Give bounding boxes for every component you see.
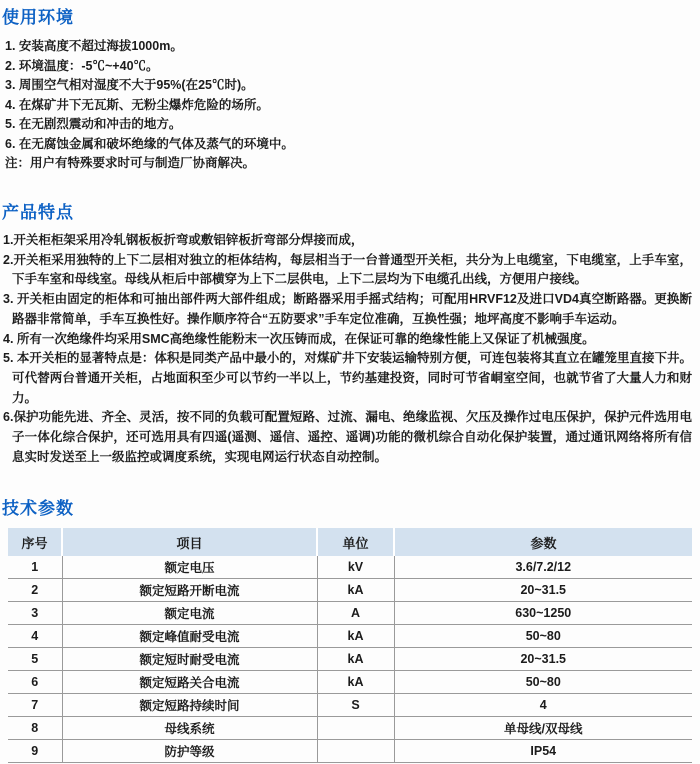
- cell-index: 4: [8, 625, 62, 648]
- environment-item: 2. 环境温度：-5℃~+40℃。: [5, 58, 159, 73]
- feature-item: 3. 开关柜由固定的柜体和可抽出部件两大部件组成；断路器采用手摇式结构；可配用HRVF12及进口VD4真空断路器。更换断路器非常简单，手车互换性好。操作顺序符合“五防要求”手车定位准确，互换性强；地坪高度不影响手车运动。: [3, 292, 692, 326]
- cell-item: 防护等级: [62, 740, 317, 763]
- table-row: [8, 671, 692, 694]
- cell-value: 20~31.5: [394, 579, 692, 602]
- cell-value: 50~80: [394, 625, 692, 648]
- cell-value: 20~31.5: [394, 648, 692, 671]
- environment-item: 5. 在无剧烈震动和冲击的地方。: [5, 117, 182, 131]
- environment-list: [5, 37, 692, 203]
- feature-item: 4. 所有一次绝缘件均采用SMC高绝缘性能粉末一次压铸而成，在保证可靠的绝缘性能上又保证了机械强度。: [3, 331, 595, 346]
- cell-value: 50~80: [394, 671, 692, 694]
- feature-item: 6.保护功能先进、齐全、灵活，按不同的负载可配置短路、过流、漏电、绝缘监视、欠压及操作过电压保护，保护元件选用电子一体化综合保护，还可选用具有四遥(遥测、遥信、遥控、遥调)功能的微机综合自动化保护装置，通过通讯网络将所有信息实时发送至上一级监控或调度系统，实现电网运行状态自动控制。: [3, 410, 692, 464]
- cell-value: 单母线/双母线: [394, 717, 692, 740]
- cell-index: 3: [8, 602, 62, 625]
- cell-unit: kA: [317, 671, 394, 694]
- header-cell-item: 项目: [62, 528, 317, 556]
- header-cell-index: 序号: [8, 528, 62, 556]
- cell-unit: A: [317, 602, 394, 625]
- table-row: [8, 556, 692, 579]
- section-title-environment: 使用环境: [2, 8, 74, 27]
- feature-item: 5. 本开关柜的显著特点是：体积是同类产品中最小的，对煤矿井下安装运输特别方便，可连包装将其直立在罐笼里直接下井。可代替两台普通开关柜，占地面积至少可以节约一半以上，节约基建投资，同时可节省峒室空间，也就节省了大量人力和财力。: [3, 351, 692, 405]
- cell-value: 3.6/7.2/12: [394, 556, 692, 579]
- table-row: [8, 694, 692, 717]
- cell-index: 9: [8, 740, 62, 763]
- cell-index: 8: [8, 717, 62, 740]
- cell-unit: kA: [317, 648, 394, 671]
- table-row: [8, 717, 692, 740]
- table-row: [8, 740, 692, 763]
- cell-unit: [317, 740, 394, 763]
- cell-item: 额定峰值耐受电流: [62, 625, 317, 648]
- table-row: [8, 579, 692, 602]
- section-title-features: 产品特点: [2, 203, 74, 222]
- cell-item: 额定短路持续时间: [62, 694, 317, 717]
- cell-unit: kA: [317, 625, 394, 648]
- environment-item: 3. 周围空气相对湿度不大于95%(在25℃时)。: [5, 78, 254, 92]
- cell-unit: kA: [317, 579, 394, 602]
- environment-item: 6. 在无腐蚀金属和破坏绝缘的气体及蒸气的环境中。: [5, 136, 294, 151]
- cell-item: 额定短时耐受电流: [62, 648, 317, 671]
- cell-unit: S: [317, 694, 394, 717]
- cell-value: 630~1250: [394, 602, 692, 625]
- cell-item: 额定短路关合电流: [62, 671, 317, 694]
- parameters-table: [8, 528, 692, 763]
- cell-index: 7: [8, 694, 62, 717]
- cell-index: 1: [8, 556, 62, 579]
- header-cell-unit: 单位: [317, 528, 394, 556]
- feature-item: 2.开关柜采用独特的上下二层相对独立的柜体结构，每层相当于一台普通型开关柜，共分为上电缆室，下电缆室，上手车室，下手车室和母线室。母线从柜后中部横穿为上下二层供电，上下二层均为下电缆孔出线，方便用户接线。: [3, 252, 692, 287]
- table-row: [8, 602, 692, 625]
- environment-note: 注：用户有特殊要求时可与制造厂协商解决。: [5, 156, 256, 170]
- cell-item: 额定短路开断电流: [62, 579, 317, 602]
- cell-item: 母线系统: [62, 717, 317, 740]
- cell-index: 2: [8, 579, 62, 602]
- cell-index: 6: [8, 671, 62, 694]
- cell-value: 4: [394, 694, 692, 717]
- features-list: [3, 231, 692, 499]
- table-row: [8, 625, 692, 648]
- table-row: [8, 648, 692, 671]
- cell-item: 额定电流: [62, 602, 317, 625]
- feature-item: 1.开关柜柜架采用冷轧钢板板折弯或敷铝锌板折弯部分焊接而成，: [3, 233, 364, 247]
- section-title-parameters: 技术参数: [2, 499, 74, 518]
- cell-item: 额定电压: [62, 556, 317, 579]
- cell-index: 5: [8, 648, 62, 671]
- cell-unit: kV: [317, 556, 394, 579]
- header-cell-value: 参数: [394, 528, 692, 556]
- cell-value: IP54: [394, 740, 692, 763]
- table-header-row: [8, 528, 692, 556]
- cell-unit: [317, 717, 394, 740]
- environment-item: 4. 在煤矿井下无瓦斯、无粉尘爆炸危险的场所。: [5, 97, 269, 112]
- environment-item: 1. 安装高度不超过海拔1000m。: [5, 39, 183, 53]
